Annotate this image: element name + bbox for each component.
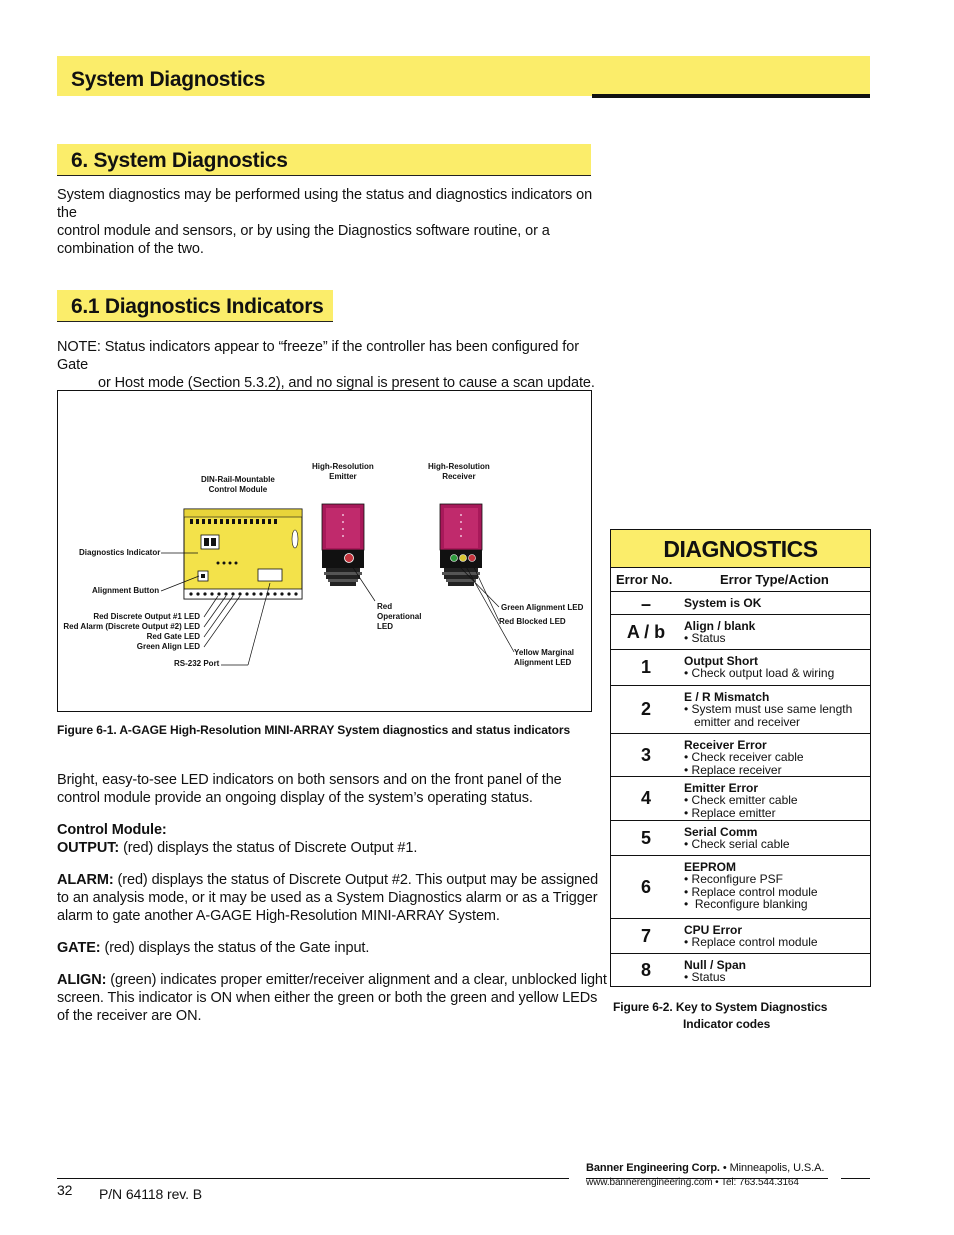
diagnostics-row: [611, 777, 870, 821]
diagnostics-row: [611, 856, 870, 919]
figure-6-2-caption: Figure 6-2. Key to System Diagnostics Indicator codes: [613, 1000, 828, 1031]
diagnostics-header: [611, 530, 870, 568]
error-action: • Check serial cable: [684, 837, 790, 851]
figure-6-1: [57, 390, 592, 712]
din-rail-label: DIN-Rail-Mountable Control Module: [201, 475, 275, 494]
error-action: • Replace control module: [684, 884, 818, 899]
error-type: EEPROM: [684, 860, 737, 874]
col-error-no: Error No.: [616, 572, 673, 587]
error-action: • Reconfigure PSF: [684, 872, 783, 886]
control-module-drawing: [184, 509, 302, 599]
footer-rule-left: [57, 1178, 569, 1179]
part-number: P/N 64118 rev. B: [99, 1186, 202, 1202]
alarm-paragraph: ALARM: (red) displays the status of Discrete Output #2. This output may be assigned to an analysis mode, or it may be used as a System Diagnostics alarm or as a Trigger alarm to gate another A-GAGE High-Resolution MINI-ARRAY System.: [57, 872, 599, 924]
error-action: • Check emitter cable: [684, 793, 798, 807]
receiver-drawing: [440, 504, 482, 586]
error-action: • Replace control module: [684, 935, 818, 949]
error-type: Output Short: [684, 654, 758, 668]
error-code: 2: [640, 699, 651, 719]
red-discrete-label: Red Discrete Output #1 LED: [93, 612, 200, 621]
figure-6-1-caption: Figure 6-1. A-GAGE High-Resolution MINI-ARRAY System diagnostics and status indicators: [57, 723, 571, 737]
section-6-1-heading: [57, 290, 333, 322]
gate-paragraph: GATE: (red) displays the status of the Gate input.: [57, 940, 370, 956]
error-type: Align / blank: [684, 619, 756, 633]
diagnostics-row: [611, 734, 870, 777]
diagnostics-row: [611, 592, 870, 615]
emitter-drawing: [322, 504, 364, 586]
col-error-type: Error Type/Action: [720, 572, 829, 587]
error-code: 6: [640, 876, 651, 897]
error-action: • Replace receiver: [684, 762, 782, 777]
diagnostics-title: DIAGNOSTICS: [663, 536, 818, 562]
banner-yellow-right: [592, 56, 870, 96]
green-align-label: Green Align LED: [136, 642, 200, 651]
note-line: or Host mode (Section 5.3.2), and no signal is present to cause a scan update.: [98, 375, 595, 391]
emitter-label: High-Resolution Emitter: [312, 462, 374, 481]
yellow-marginal-label: Yellow Marginal Alignment LED: [514, 648, 575, 667]
output-paragraph: OUTPUT: (red) displays the status of Discrete Output #1.: [57, 840, 418, 856]
intro-line: control module and sensors, or by using the Diagnostics software routine, or a: [57, 223, 550, 239]
error-action: • Check output load & wiring: [684, 666, 835, 680]
section-6-heading: [57, 144, 591, 176]
diagnostics-row: [611, 686, 870, 734]
error-type: Receiver Error: [684, 738, 767, 752]
section-6-1-title: 6.1 Diagnostics Indicators: [71, 295, 324, 318]
red-operational-label: Red Operational LED: [377, 602, 422, 631]
alignment-button-label: Alignment Button: [92, 586, 160, 595]
control-module-heading: Control Module:: [57, 822, 167, 838]
error-action: • Replace emitter: [684, 805, 776, 820]
receiver-label: High-Resolution Receiver: [428, 462, 490, 481]
red-gate-label: Red Gate LED: [146, 632, 200, 641]
error-code: 5: [640, 827, 651, 848]
error-action: • System must use same length: [684, 702, 853, 716]
company-line: Banner Engineering Corp. • Minneapolis, U.S.A.: [586, 1162, 825, 1174]
error-action: emitter and receiver: [684, 714, 801, 729]
red-blocked-label: Red Blocked LED: [499, 617, 566, 626]
error-code: –: [640, 594, 651, 614]
error-code: 1: [640, 657, 651, 677]
error-type: System is OK: [684, 596, 762, 610]
diagnostics-indicator-label: Diagnostics Indicator: [79, 548, 161, 557]
diagnostics-row: [611, 821, 870, 856]
intro-paragraph: [57, 186, 597, 258]
intro-line: combination of the two.: [57, 241, 204, 257]
error-type: Emitter Error: [684, 781, 759, 795]
diagnostics-row: [611, 919, 870, 954]
error-action: • Check receiver cable: [684, 750, 804, 764]
error-type: Serial Comm: [684, 825, 758, 839]
red-alarm-label: Red Alarm (Discrete Output #2) LED: [63, 622, 200, 631]
green-alignment-led-label: Green Alignment LED: [501, 603, 584, 612]
intro-line: System diagnostics may be performed using the status and diagnostics indicators on the: [57, 187, 593, 221]
column-header-row: [611, 568, 870, 592]
contact-line: www.bannerengineering.com • Tel: 763.544.3164: [586, 1177, 799, 1188]
error-code: 8: [640, 960, 651, 980]
diagnostics-row: [611, 615, 870, 650]
align-paragraph: ALIGN: (green) indicates proper emitter/receiver alignment and a clear, unblocked light screen. This indicator is ON when either the green or both the green and yellow LEDs of the receiver are ON.: [57, 972, 607, 1024]
diagnostics-row: [611, 954, 870, 988]
error-code: 7: [640, 925, 651, 946]
header-title: System Diagnostics: [71, 68, 266, 91]
error-code: 4: [640, 788, 651, 808]
banner-rule: [592, 94, 870, 98]
footer-rule-right: [841, 1178, 870, 1179]
section-6-title: 6. System Diagnostics: [71, 149, 288, 172]
diagnostics-table: [610, 529, 871, 987]
error-type: Null / Span: [684, 958, 747, 972]
note-paragraph: [57, 338, 597, 392]
error-code: A / b: [626, 621, 666, 642]
error-type: CPU Error: [684, 923, 743, 937]
page-header-banner: [57, 56, 870, 98]
note-line: NOTE: Status indicators appear to “freeze” if the controller has been configured for Gate: [57, 339, 579, 373]
error-action: • Reconfigure blanking: [684, 897, 808, 911]
error-code: 3: [640, 744, 651, 765]
rs232-label: RS-232 Port: [174, 659, 220, 668]
error-action: • Status: [684, 631, 726, 645]
page-number: 32: [57, 1182, 73, 1198]
error-action: • Status: [684, 970, 726, 984]
error-type: E / R Mismatch: [684, 690, 770, 704]
diagnostics-row: [611, 650, 870, 686]
led-paragraph: Bright, easy-to-see LED indicators on both sensors and on the front panel of the control module provide an ongoing display of the system’s operating status.: [57, 772, 562, 806]
